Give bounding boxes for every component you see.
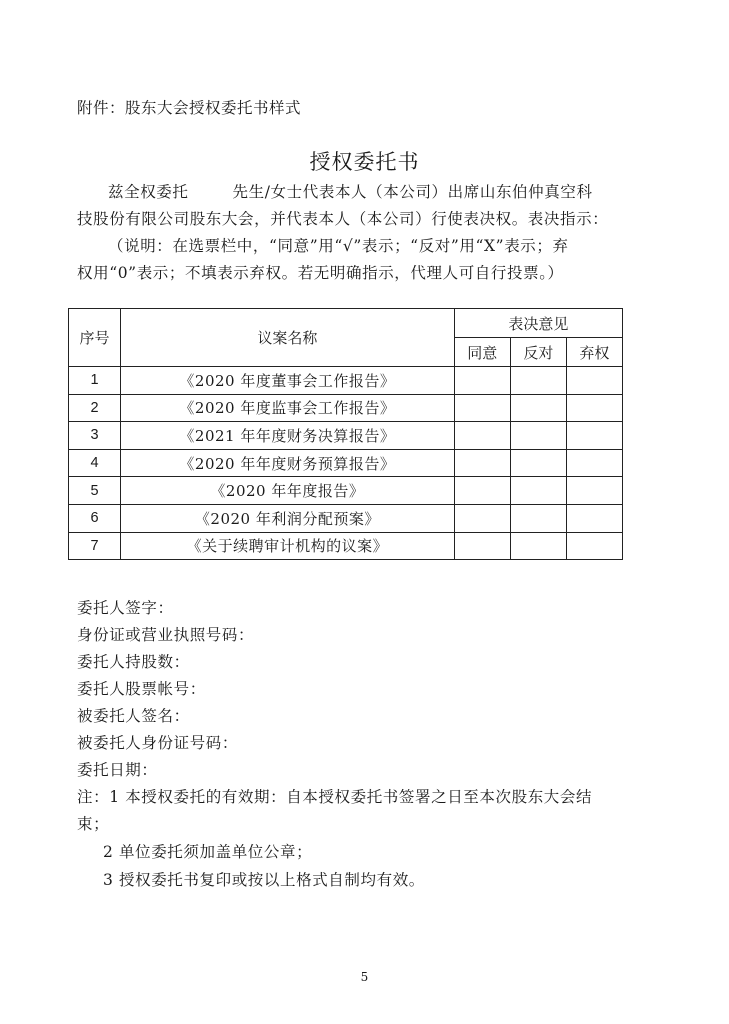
abstain-cell[interactable] bbox=[566, 504, 622, 532]
document-title: 授权委托书 bbox=[309, 150, 420, 174]
instruction-line-2: 权用“0”表示；不填表示弃权。若无明确指示，代理人可自行投票。） bbox=[77, 264, 564, 282]
abstain-cell[interactable] bbox=[566, 532, 622, 560]
intro-line-1 bbox=[108, 180, 593, 202]
row-no: 6 bbox=[69, 504, 121, 532]
row-no: 1 bbox=[69, 367, 121, 395]
intro-line-1-end: 先生/女士代表本人（本公司）出席山东伯仲真空科 bbox=[232, 183, 593, 201]
account-field-label: 委托人股票帐号： bbox=[77, 680, 206, 698]
motion-name: 《2020 年年度财务预算报告》 bbox=[121, 449, 455, 477]
abstain-cell[interactable] bbox=[566, 422, 622, 450]
motion-name: 《关于续聘审计机构的议案》 bbox=[121, 532, 455, 560]
intro-line-2: 技股份有限公司股东大会，并代表本人（本公司）行使表决权。表决指示： bbox=[77, 210, 609, 228]
header-abstain: 弃权 bbox=[566, 338, 622, 367]
oppose-cell[interactable] bbox=[510, 532, 566, 560]
id-number-field-label: 身份证或营业执照号码： bbox=[77, 626, 255, 644]
row-no: 4 bbox=[69, 449, 121, 477]
header-oppose: 反对 bbox=[510, 338, 566, 367]
table-row bbox=[69, 504, 623, 532]
agree-cell[interactable] bbox=[454, 367, 510, 395]
header-opinion: 表决意见 bbox=[454, 309, 622, 338]
intro-line-1-start: 兹全权委托 bbox=[108, 183, 189, 201]
agree-cell[interactable] bbox=[454, 532, 510, 560]
row-no: 3 bbox=[69, 422, 121, 450]
abstain-cell[interactable] bbox=[566, 394, 622, 422]
page-number: 5 bbox=[360, 970, 369, 984]
oppose-cell[interactable] bbox=[510, 394, 566, 422]
note-2: 2 单位委托须加盖单位公章； bbox=[103, 843, 313, 861]
attachment-label: 附件：股东大会授权委托书样式 bbox=[77, 99, 302, 117]
agree-cell[interactable] bbox=[454, 477, 510, 505]
motion-name: 《2021 年年度财务决算报告》 bbox=[121, 422, 455, 450]
header-motion-name: 议案名称 bbox=[121, 309, 455, 367]
agree-cell[interactable] bbox=[454, 422, 510, 450]
header-no: 序号 bbox=[69, 309, 121, 367]
oppose-cell[interactable] bbox=[510, 449, 566, 477]
row-no: 2 bbox=[69, 394, 121, 422]
note-1: 注：1 本授权委托的有效期：自本授权委托书签署之日至本次股东大会结 bbox=[77, 788, 593, 806]
motion-name: 《2020 年度董事会工作报告》 bbox=[121, 367, 455, 395]
row-no: 7 bbox=[69, 532, 121, 560]
oppose-cell[interactable] bbox=[510, 504, 566, 532]
table-row bbox=[69, 367, 623, 395]
shares-field-label: 委托人持股数： bbox=[77, 653, 190, 671]
oppose-cell[interactable] bbox=[510, 422, 566, 450]
motion-name: 《2020 年利润分配预案》 bbox=[121, 504, 455, 532]
row-no: 5 bbox=[69, 477, 121, 505]
note-3: 3 授权委托书复印或按以上格式自制均有效。 bbox=[103, 871, 425, 889]
agree-cell[interactable] bbox=[454, 449, 510, 477]
abstain-cell[interactable] bbox=[566, 367, 622, 395]
motion-name: 《2020 年度监事会工作报告》 bbox=[121, 394, 455, 422]
motion-name: 《2020 年年度报告》 bbox=[121, 477, 455, 505]
abstain-cell[interactable] bbox=[566, 449, 622, 477]
table-row bbox=[69, 532, 623, 560]
table-row bbox=[69, 477, 623, 505]
agree-cell[interactable] bbox=[454, 504, 510, 532]
instruction-line-1: （说明：在选票栏中，“同意”用“√”表示；“反对”用“X”表示；弃 bbox=[108, 237, 569, 255]
proxy-id-field-label: 被委托人身份证号码： bbox=[77, 734, 239, 752]
note-1-continued: 束； bbox=[77, 815, 110, 833]
oppose-cell[interactable] bbox=[510, 477, 566, 505]
table-row bbox=[69, 449, 623, 477]
table-row bbox=[69, 394, 623, 422]
table-row bbox=[69, 422, 623, 450]
proxy-signature-field-label: 被委托人签名： bbox=[77, 707, 190, 725]
date-field-label: 委托日期： bbox=[77, 761, 158, 779]
voting-table bbox=[68, 308, 623, 560]
abstain-cell[interactable] bbox=[566, 477, 622, 505]
agree-cell[interactable] bbox=[454, 394, 510, 422]
oppose-cell[interactable] bbox=[510, 367, 566, 395]
header-agree: 同意 bbox=[454, 338, 510, 367]
signature-field-label: 委托人签字： bbox=[77, 599, 174, 617]
